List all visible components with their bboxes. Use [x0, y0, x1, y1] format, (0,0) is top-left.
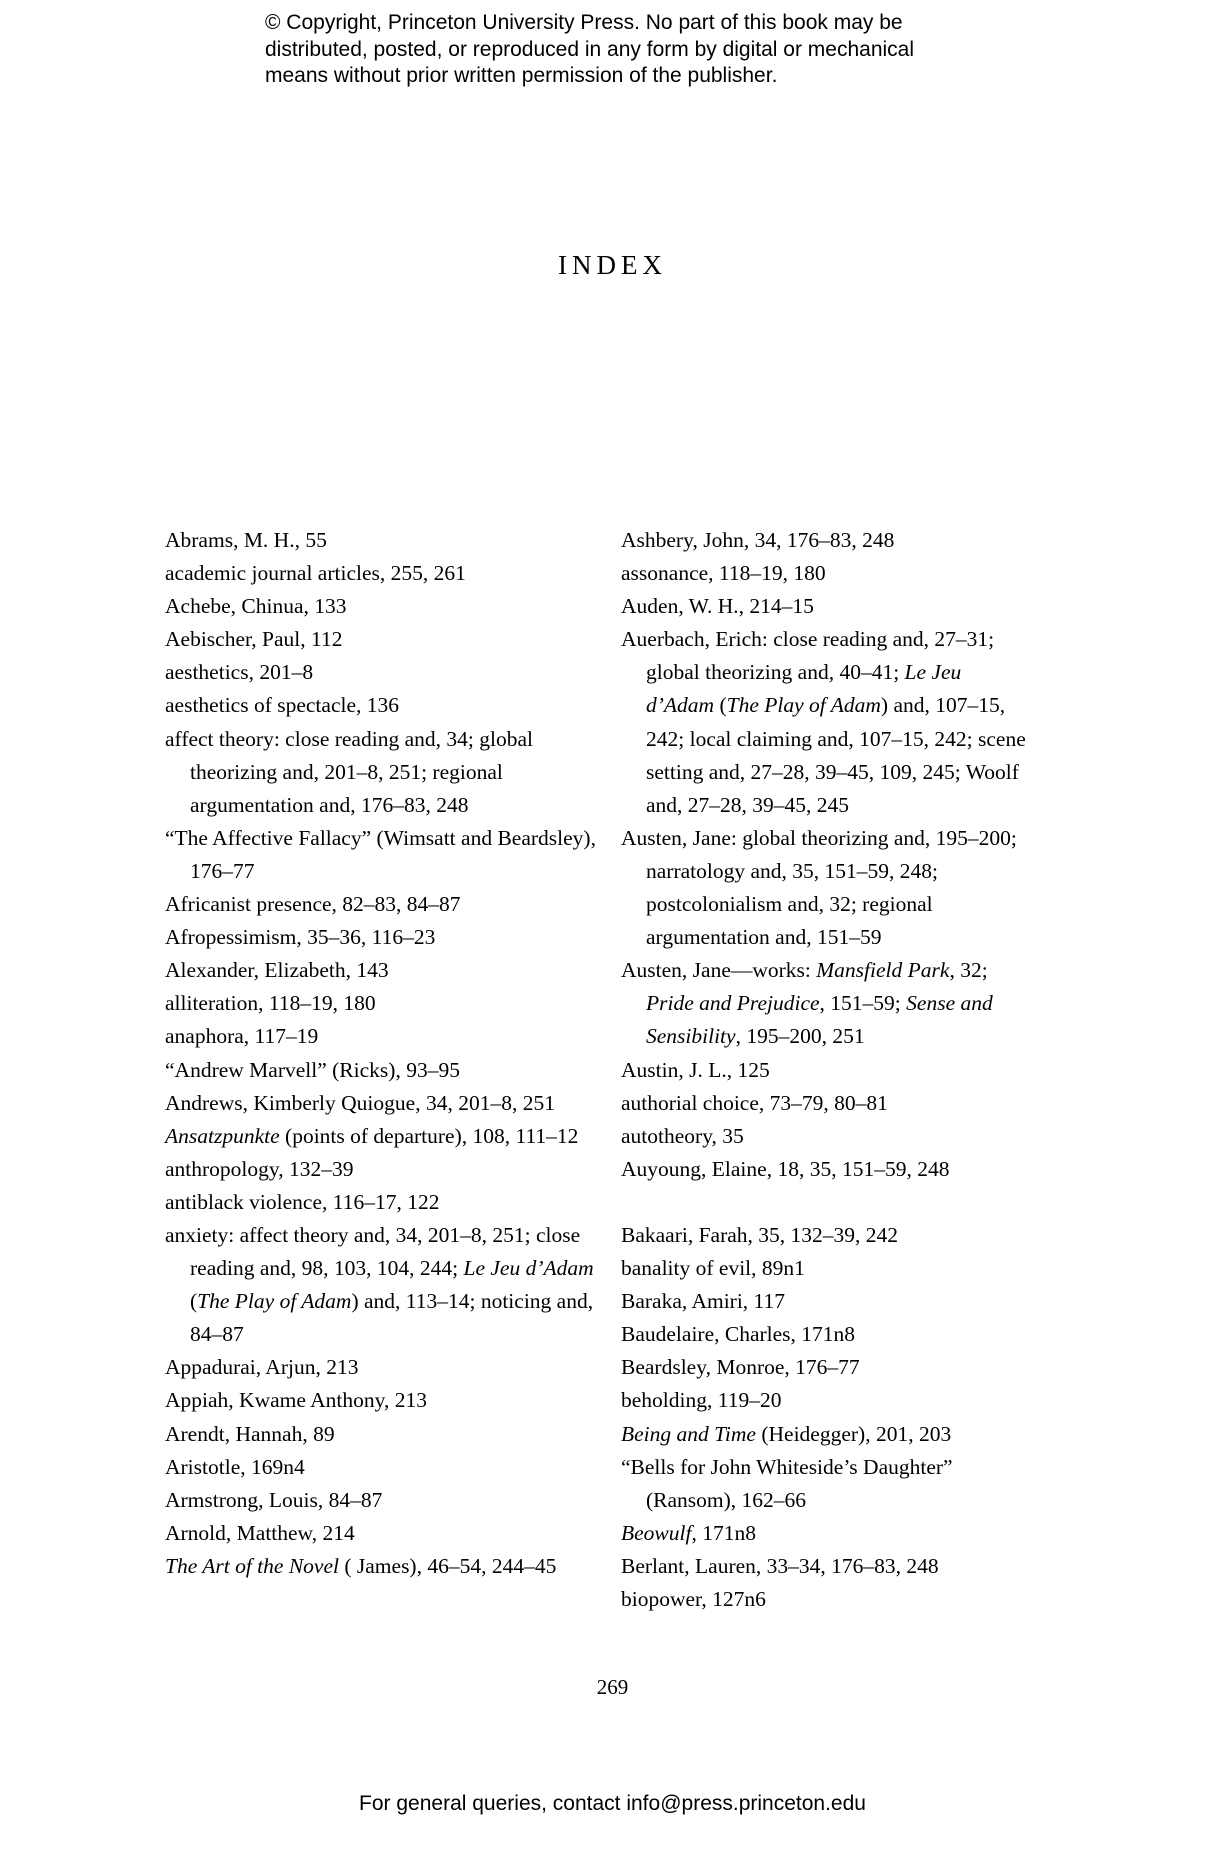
entry-text: (points of departure), 108, 111–12 [279, 1123, 579, 1148]
entry-text: Baudelaire, Charles, 171n8 [621, 1322, 856, 1347]
entry-text: autotheory, 35 [621, 1123, 744, 1148]
entry-text: Berlant, Lauren, 33–34, 176–83, 248 [621, 1553, 939, 1578]
italic-title: Pride and Prejudice [646, 991, 820, 1016]
italic-title: Le Jeu d’Adam [463, 1256, 594, 1281]
entry-text: Andrews, Kimberly Quiogue, 34, 201–8, 251 [165, 1090, 555, 1115]
entry-text: affect theory: close reading and, 34; global theorizing and, 201–8, 251; regional argumentation and, 176–83, 248 [165, 726, 533, 817]
index-column-left [165, 524, 605, 1583]
entry-text: ) and, 107–15, 242; local claiming and, 107–15, 242; scene setting and, 27–28, 39–45, 109, 245; Woolf and, 27–28, 39–45, 245 [646, 693, 1026, 817]
italic-title: Le Jeu d’Adam [646, 660, 962, 718]
entry-text: Appadurai, Arjun, 213 [165, 1355, 359, 1380]
index-entry [621, 1451, 1031, 1517]
index-entry [621, 1517, 1031, 1550]
index-entry [165, 954, 605, 987]
index-entry [621, 1219, 1031, 1252]
entry-text: Austen, Jane: global theorizing and, 195–200; narratology and, 35, 151–59, 248; postcolonialism and, 32; regional argumentation and, 151–59 [621, 825, 1017, 950]
index-entry [621, 1583, 1031, 1616]
italic-title: Mansfield Park [816, 958, 950, 983]
index-entry [165, 1087, 605, 1120]
entry-text: Arendt, Hannah, 89 [165, 1421, 335, 1446]
entry-text: “The Affective Fallacy” (Wimsatt and Beardsley), 176–77 [165, 825, 596, 883]
index-entry [621, 1550, 1031, 1583]
entry-text: ( [714, 693, 727, 718]
index-entry [165, 1186, 605, 1219]
index-entry [621, 1120, 1031, 1153]
italic-title: The Art of the Novel [165, 1553, 339, 1578]
entry-text: Arnold, Matthew, 214 [165, 1520, 355, 1545]
entry-text: Appiah, Kwame Anthony, 213 [165, 1388, 427, 1413]
italic-title: Being and Time [621, 1421, 756, 1446]
entry-text: aesthetics, 201–8 [165, 660, 314, 685]
entry-text: anthropology, 132–39 [165, 1156, 354, 1181]
index-entry [621, 954, 1031, 1053]
entry-text: Beardsley, Monroe, 176–77 [621, 1355, 860, 1380]
index-entry [165, 921, 605, 954]
index-entry [165, 1451, 605, 1484]
index-entry [165, 1153, 605, 1186]
entry-text: Afropessimism, 35–36, 116–23 [165, 925, 436, 950]
entry-text: Auden, W. H., 214–15 [621, 594, 814, 619]
entry-text: Armstrong, Louis, 84–87 [165, 1487, 383, 1512]
index-entry [165, 557, 605, 590]
index-entry [621, 590, 1031, 623]
entry-text: Austen, Jane—works: [621, 958, 817, 983]
entry-text: authorial choice, 73–79, 80–81 [621, 1090, 888, 1115]
index-entry [621, 524, 1031, 557]
copyright-line: means without prior written permission of the publisher. [265, 64, 778, 87]
index-entry [165, 1219, 605, 1351]
index-entry [165, 822, 605, 888]
entry-text: Alexander, Elizabeth, 143 [165, 958, 389, 983]
index-entry [165, 1418, 605, 1451]
entry-text: Bakaari, Farah, 35, 132–39, 242 [621, 1222, 899, 1247]
index-entry [165, 524, 605, 557]
entry-text: antiblack violence, 116–17, 122 [165, 1189, 440, 1214]
entry-text: academic journal articles, 255, 261 [165, 561, 466, 586]
index-entry [165, 656, 605, 689]
copyright-line: © Copyright, Princeton University Press. No part of this book may be [265, 11, 903, 34]
entry-text: banality of evil, 89n1 [621, 1256, 805, 1281]
entry-text: Africanist presence, 82–83, 84–87 [165, 892, 461, 917]
index-entry [165, 987, 605, 1020]
footer-contact: For general queries, contact info@press.princeton.edu [359, 1792, 866, 1815]
entry-text: ( James), 46–54, 244–45 [338, 1553, 557, 1578]
entry-text: Aristotle, 169n4 [165, 1454, 305, 1479]
italic-title: The Play of Adam [726, 693, 881, 718]
entry-text: Abrams, M. H., 55 [165, 528, 327, 552]
entry-text: , 151–59; [819, 991, 907, 1016]
italic-title: Sense and Sensibility [646, 991, 993, 1049]
index-entry [165, 590, 605, 623]
index-entry [165, 888, 605, 921]
entry-text: beholding, 119–20 [621, 1388, 782, 1413]
index-entry [621, 1318, 1031, 1351]
index-entry [621, 1054, 1031, 1087]
entry-text: , 195–200, 251 [735, 1024, 865, 1049]
index-entry [165, 723, 605, 822]
index-entry [165, 1351, 605, 1384]
page-number: 269 [596, 1675, 629, 1699]
italic-title: The Play of Adam [197, 1289, 352, 1314]
index-entry [621, 623, 1031, 822]
index-entry [165, 1054, 605, 1087]
entry-text: assonance, 118–19, 180 [621, 561, 826, 586]
entry-text: , 32; [949, 958, 988, 983]
entry-text: ) and, 113–14; noticing and, 84–87 [190, 1289, 594, 1347]
index-entry [621, 1384, 1031, 1417]
index-entry [165, 1384, 605, 1417]
entry-text: Aebischer, Paul, 112 [165, 627, 343, 652]
entry-text: aesthetics of spectacle, 136 [165, 693, 400, 718]
index-entry [621, 1153, 1031, 1186]
entry-text: “Andrew Marvell” (Ricks), 93–95 [165, 1057, 460, 1082]
index-entry [165, 623, 605, 656]
index-entry [621, 1285, 1031, 1318]
index-entry [165, 689, 605, 722]
entry-text: alliteration, 118–19, 180 [165, 991, 376, 1016]
copyright-notice [265, 10, 1045, 90]
entry-text: ( [190, 1289, 198, 1314]
index-entry [165, 1020, 605, 1053]
index-entry [621, 1087, 1031, 1120]
entry-text: Austin, J. L., 125 [621, 1057, 770, 1082]
entry-text: (Heidegger), 201, 203 [755, 1421, 952, 1446]
entry-text: Auerbach, Erich: close reading and, 27–31; global theorizing and, 40–41; [621, 627, 995, 685]
entry-text: anxiety: affect theory and, 34, 201–8, 251; close reading and, 98, 103, 104, 244; [165, 1222, 581, 1281]
index-entry [165, 1484, 605, 1517]
index-entry [621, 1252, 1031, 1285]
index-entry [621, 1418, 1031, 1451]
letter-gap [621, 1186, 1031, 1219]
index-column-right [621, 524, 1031, 1616]
page-title: INDEX [558, 250, 667, 280]
entry-text: Achebe, Chinua, 133 [165, 594, 347, 619]
index-entry [165, 1550, 605, 1583]
entry-text: Baraka, Amiri, 117 [621, 1289, 786, 1314]
index-entry [165, 1120, 605, 1153]
index-entry [165, 1517, 605, 1550]
index-entry [621, 1351, 1031, 1384]
italic-title: Ansatzpunkte [165, 1123, 280, 1148]
italic-title: Beowulf [621, 1520, 692, 1545]
entry-text: anaphora, 117–19 [165, 1024, 319, 1049]
copyright-line: distributed, posted, or reproduced in any form by digital or mechanical [265, 37, 915, 61]
entry-text: “Bells for John Whiteside’s Daughter” (Ransom), 162–66 [621, 1454, 953, 1512]
entry-text: Auyoung, Elaine, 18, 35, 151–59, 248 [621, 1156, 950, 1181]
index-entry [621, 822, 1031, 954]
entry-text: , 171n8 [691, 1520, 756, 1545]
entry-text: biopower, 127n6 [621, 1587, 766, 1611]
entry-text: Ashbery, John, 34, 176–83, 248 [621, 528, 895, 552]
index-entry [621, 557, 1031, 590]
